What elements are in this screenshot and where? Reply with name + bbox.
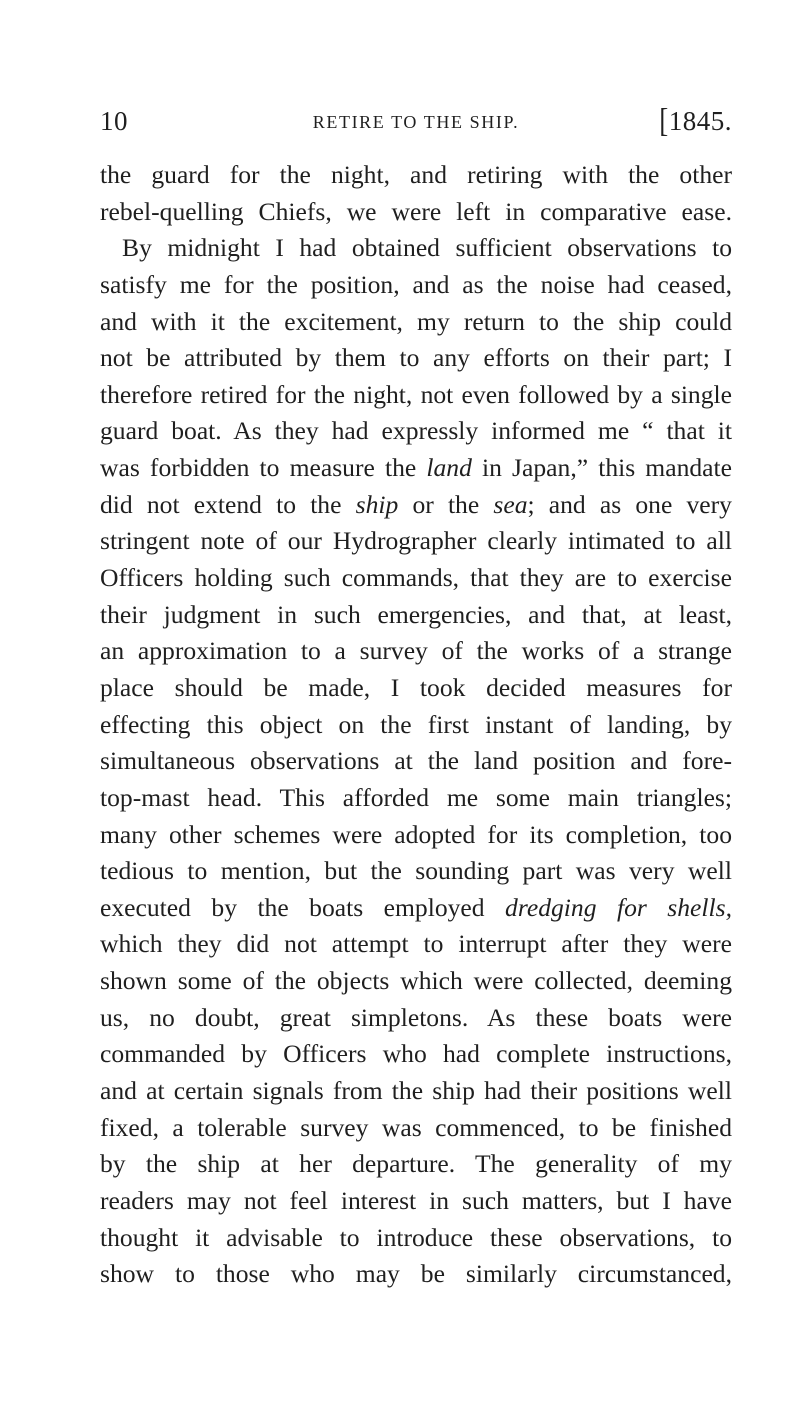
- text-span: effecting this object on the first instant of landing, by: [100, 709, 732, 739]
- text-span: stringent note of our Hydrographer clearly intimated to all: [100, 526, 732, 556]
- text-span: and with it the excitement, my return to the ship could: [100, 306, 732, 336]
- text-span: many other schemes were adopted for its completion, too: [100, 819, 732, 849]
- running-title: RETIRE TO THE SHIP.: [312, 112, 520, 132]
- text-span: not be attributed by them to any efforts on their part; I: [100, 343, 732, 373]
- text-span: simultaneous observations at the land position and fore-: [100, 746, 732, 776]
- text-span: the guard for the night, and retiring with the other: [100, 160, 732, 189]
- text-line: [100, 340, 732, 377]
- text-line: [100, 413, 732, 450]
- text-line: [100, 230, 732, 267]
- text-line: [100, 743, 732, 780]
- text-span: satisfy me for the position, and as the noise had ceased,: [100, 269, 732, 299]
- text-line: [100, 926, 732, 963]
- text-line: [100, 1183, 732, 1220]
- text-line: [100, 597, 732, 634]
- year-marker: [659, 101, 732, 139]
- text-line: [100, 487, 732, 524]
- text-line: [100, 304, 732, 341]
- italic-text: land: [426, 453, 472, 483]
- text-line: [100, 670, 732, 707]
- text-span: by the ship at her departure. The generality of my: [100, 1149, 732, 1179]
- text-line: [100, 377, 732, 414]
- text-span: guard boat. As they had expressly informed me “ that it: [100, 416, 732, 446]
- text-line: [100, 890, 732, 927]
- year-bracket: [: [659, 101, 669, 139]
- italic-text: sea: [493, 489, 528, 519]
- text-span: therefore retired for the night, not even followed by a single: [100, 379, 732, 409]
- text-span: shown some of the objects which were collected, deeming: [100, 966, 732, 996]
- text-span: readers may not feel interest in such matters, but I have: [100, 1185, 732, 1215]
- text-span: ; and as one very: [527, 489, 732, 519]
- text-line: [100, 1146, 732, 1183]
- text-span: thought it advisable to introduce these observations, to: [100, 1222, 732, 1252]
- text-span: tedious to mention, but the sounding part was very well: [100, 856, 732, 886]
- text-line: [100, 1256, 732, 1293]
- text-line: [100, 1220, 732, 1257]
- text-line: [100, 707, 732, 744]
- text-span: Officers holding such commands, that they are to exercise: [100, 563, 732, 593]
- italic-text: ship: [355, 489, 399, 519]
- text-line: [100, 853, 732, 890]
- text-line: [100, 523, 732, 560]
- running-head: [100, 101, 732, 146]
- year-text: 1845.: [668, 106, 732, 136]
- text-line: [100, 963, 732, 1000]
- text-span: was forbidden to measure the: [100, 453, 427, 483]
- text-span: an approximation to a survey of the works of a strange: [100, 636, 732, 666]
- text-span: fixed, a tolerable survey was commenced, to be finished: [100, 1112, 732, 1142]
- text-line: [100, 1036, 732, 1073]
- text-span: show to those who may be similarly circumstanced,: [100, 1259, 732, 1289]
- text-span: or the: [398, 489, 494, 519]
- text-span: which they did not attempt to interrupt after they were: [100, 929, 732, 959]
- text-line: [100, 1000, 732, 1037]
- text-line: [100, 267, 732, 304]
- italic-text: dredging for shells,: [505, 892, 732, 922]
- text-line: [100, 1073, 732, 1110]
- text-span: their judgment in such emergencies, and that, at least,: [100, 599, 732, 629]
- text-line: [100, 194, 732, 231]
- text-line: [100, 450, 732, 487]
- text-span: top-mast head. This afforded me some main triangles;: [100, 782, 732, 812]
- page-number: 10: [100, 106, 128, 136]
- text-span: in Japan,” this mandate: [471, 453, 732, 483]
- text-span: place should be made, I took decided measures for: [100, 672, 732, 702]
- text-span: executed by the boats employed: [100, 892, 506, 922]
- text-line: [100, 633, 732, 670]
- text-line: [100, 560, 732, 597]
- text-line: [100, 780, 732, 817]
- text-span: us, no doubt, great simpletons. As these boats were: [100, 1002, 732, 1032]
- text-span: By midnight I had obtained sufficient observations to: [122, 233, 732, 263]
- text-span: rebel-quelling Chiefs, we were left in comparative ease.: [100, 196, 732, 226]
- text-line: [100, 1110, 732, 1147]
- text-line: [100, 817, 732, 854]
- text-span: did not extend to the: [100, 489, 356, 519]
- text-line: [100, 157, 732, 194]
- text-span: and at certain signals from the ship had their positions well: [100, 1076, 732, 1106]
- body-text: [100, 157, 732, 1293]
- text-span: commanded by Officers who had complete instructions,: [100, 1039, 732, 1069]
